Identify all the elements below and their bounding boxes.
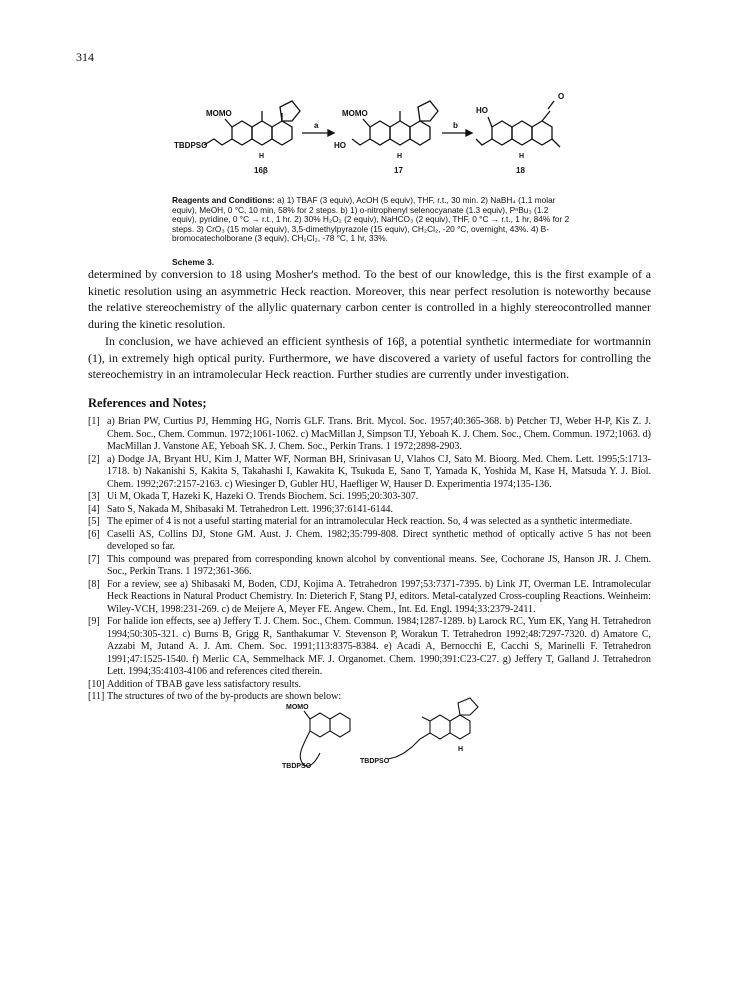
reference-number: [4]	[88, 503, 100, 515]
scheme-label-h-2: H	[397, 153, 403, 160]
reference-item	[88, 491, 651, 504]
paragraph-2: In conclusion, we have achieved an efficient synthesis of 16β, a potential synthetic intermediate for wortmannin (1), in extremely high optical purity. Furthermore, we have discovered a variety of useful factors for controlling the stereochemistry in an intramolecular Heck reaction. Further studies are currently under investigation.	[88, 334, 651, 382]
references-list	[88, 416, 651, 704]
reference-item	[88, 616, 651, 679]
byproduct-label-tbdpso-1: TBDPSO	[282, 763, 312, 770]
reference-item	[88, 579, 651, 617]
reference-number: [8]	[88, 578, 100, 590]
reference-number: [1]	[88, 416, 100, 427]
reference-text: a) Dodge JA, Bryant HU, Kim J, Matter WF, Norman BH, Srinivasan U, Vlahos CJ, Sato M. Bioorg. Med. Chem. Lett. 1995;5:1713-1718. b) Nakanishi S, Kakita S, Takahashi I, Kawakita K, Tsukuda E, Sano T, Yamada K, Yoshida M, Kase H, Matsuda Y. J. Biol. Chem. 1992;267:2157-2163. c) Wiesinger D, Gubler HU, Haefliger W, Hauser D. Experimentia 1974;135-136.	[107, 453, 651, 490]
scheme-label-momo-2: MOMO	[342, 109, 368, 118]
reference-text: Caselli AS, Collins DJ, Stone GM. Aust. J. Chem. 1982;35:799-808. Direct synthetic method of optically active 5 has not been developed so far.	[107, 528, 651, 552]
reference-item	[88, 554, 651, 579]
byproduct-drawing	[280, 695, 510, 770]
structure-17	[334, 101, 438, 175]
scheme-label-ho-2: HO	[476, 106, 488, 115]
page-number: 314	[76, 50, 94, 64]
caption-heading: Reagents and Conditions:	[172, 195, 275, 205]
byproduct-1	[282, 704, 350, 770]
reference-item	[88, 679, 651, 692]
structure-16beta	[174, 101, 300, 175]
reference-number: [7]	[88, 553, 100, 565]
reaction-scheme	[170, 75, 570, 195]
step-b-label: b	[453, 121, 458, 130]
reference-text: Addition of TBAB gave less satisfactory results.	[107, 678, 301, 690]
step-a-label: a	[314, 121, 319, 130]
reference-text: The epimer of 4 is not a useful starting material for an intramolecular Heck reaction. So, 4 was selected as a synthetic intermediate.	[107, 516, 633, 527]
paragraph-1: determined by conversion to 18 using Mosher's method. To the best of our knowledge, this is the first example of a kinetic resolution using an asymmetric Heck reaction. Moreover, this near perfect resolution is noteworthy because the relative stereochemistry of the allylic quaternary carbon center is controlled in a highly stereocontrolled manner during the kinetic resolution.	[88, 267, 651, 331]
reference-item	[88, 529, 651, 554]
scheme-label-o: O	[558, 92, 565, 101]
reference-number: [6]	[88, 528, 100, 540]
reference-text: This compound was prepared from corresponding known alcohol by conventional means. See, Cochorane JS, Hanson JR. J. Chem. Soc., Perkin Trans. 1 1972;361-366.	[107, 553, 651, 577]
scheme-label-h-1: H	[259, 153, 265, 160]
scheme-label-ho-1: HO	[334, 141, 346, 150]
reference-text: The structures of two of the by-products are shown below:	[107, 691, 342, 702]
caption-text: a) 1) TBAF (3 equiv), AcOH (5 equiv), THF, r.t., 30 min. 2) NaBH₄ (1.1 molar equiv), MeOH, 0 °C, 10 min, 58% for 2 steps. b) 1) o-nitrophenyl selenocyanate (1.3 equiv), PⁿBu₃ (1.2 equiv), pyridine, 0 °C → r.t., 1 hr. 2) 30% H₂O₂ (2 equiv), NaHCO₃ (2 equiv), THF, 0 °C → r.t., 1 hr, 84% for 2 steps. 3) CrO₃ (15 molar equiv), 3,5-dimethylpyrazole (15 equiv), CH₂Cl₂, -20 °C, overnight, 43%. 4) B-bromocatecholborane (3 equiv), CH₂Cl₂, -78 °C, 1 hr, 33%.	[172, 195, 570, 244]
reference-item	[88, 504, 651, 517]
reference-text: Sato S, Nakada M, Shibasaki M. Tetrahedron Lett. 1996;37:6141-6144.	[107, 503, 394, 515]
byproduct-label-h: H	[458, 746, 464, 753]
reference-text: a) Brian PW, Curtius PJ, Hemming HG, Norris GLF. Trans. Brit. Mycol. Soc. 1957;40:365-368. b) Petcher TJ, Weber H-P, Kis Z. J. Chem. Soc., Chem. Commun. 1972;1061-1062. c) MacMillan J, Simpson TJ, Yeboah K. J. Chem. Soc., Chem. Commun. 1972;1063. d) MacMillan J. Vanstone AE, Yeboah SK. J. Chem. Soc., Perkin Trans. 1 1972;2898-2903.	[107, 416, 651, 452]
compound-17-label: 17	[394, 166, 403, 175]
scheme-label-momo-1: MOMO	[206, 109, 232, 118]
scheme-structures	[170, 75, 570, 195]
reference-number: [9]	[88, 616, 100, 627]
reference-item	[88, 516, 651, 529]
scheme-label-tbdpso: TBDPSO	[174, 141, 208, 150]
reference-number: [3]	[88, 491, 100, 502]
scheme-caption	[172, 196, 572, 244]
reference-number: [5]	[88, 516, 100, 527]
scheme-label: Scheme 3.	[172, 257, 215, 267]
reference-number: [2]	[88, 453, 100, 465]
byproduct-label-momo: MOMO	[286, 704, 309, 711]
byproduct-2	[360, 698, 478, 765]
reference-text: For halide ion effects, see a) Jeffery T. J. Chem. Soc., Chem. Commun. 1984;1287-1289. b) Larock RC, Yum EK, Yang H. Tetrahedron 1994;50:305-321. c) Burns B, Grigg R, Santhakumar V. Stevenson P, Worakun T. Tetrahedron 1992;48:7297-7320. d) Amatore C, Azzabi M, Jutand A. J. Am. Chem. Soc. 1991;113:8375-8384. e) Acadi A, Bernocchi E, Cacchi S, Marinelli F. Tetrahedron 1991;47:1525-1540. f) Merlic CA, Semmelhack MF. J. Organomet. Chem. 1990;391:C23-C27. g) Jeffery T, Galland J. Tetrahedron Lett. 1994;35:4103-4106 and references cited therein.	[107, 616, 651, 677]
reference-item	[88, 454, 651, 492]
reference-item	[88, 416, 651, 454]
reference-number: [11]	[88, 691, 105, 702]
structure-18	[476, 92, 564, 175]
scheme-label-h-3: H	[519, 153, 525, 160]
reference-text: For a review, see a) Shibasaki M, Boden, CDJ, Kojima A. Tetrahedron 1997;53:7371-7395. b) Link JT, Overman LE. Intramolecular Heck Reactions in Natural Product Chemistry. In: Dieterich F, Stang PJ, editors. Metal-catalyzed Cross-coupling Reactions. Weinheim: Wiley-VCH, 1998:231-269. c) de Meijere A, Meyer FE. Angew. Chem., Int. Ed. Engl. 1994;33:2379-2411.	[107, 578, 651, 615]
reference-text: Ui M, Okada T, Hazeki K, Hazeki O. Trends Biochem. Sci. 1995;20:303-307.	[107, 491, 419, 502]
byproduct-structures	[280, 695, 510, 770]
byproduct-label-tbdpso-2: TBDPSO	[360, 758, 390, 765]
compound-16beta-label: 16β	[254, 166, 268, 175]
reference-number: [10]	[88, 678, 105, 690]
compound-18-label: 18	[516, 166, 525, 175]
references-heading: References and Notes;	[88, 396, 207, 410]
